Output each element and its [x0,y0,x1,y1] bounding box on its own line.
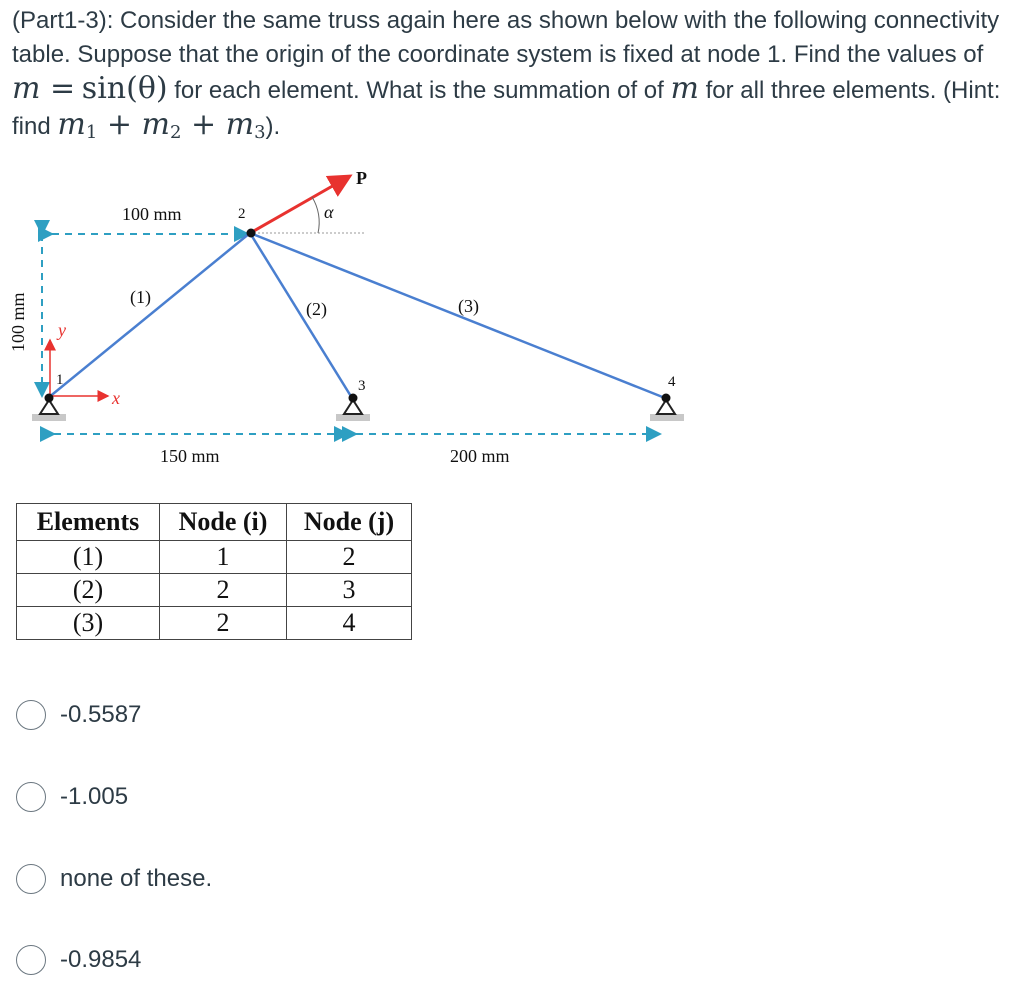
question-suffix: ). [265,113,281,140]
question-middle: for each element. What is the summation of of [167,77,671,104]
angle-arc [312,197,319,233]
connectivity-table [16,503,412,640]
truss-diagram [0,160,700,480]
radio-button[interactable] [16,700,46,730]
dim-label-bottom-left: 150 mm [160,446,220,466]
member-1 [48,233,250,398]
node-label-1: 1 [56,372,64,388]
table-cell: 3 [287,574,412,607]
load-arrow [252,176,350,232]
table-row [17,541,412,574]
table-cell: (2) [17,574,160,607]
answer-option-2[interactable] [16,782,128,812]
node-2-dot [247,229,256,238]
radio-button[interactable] [16,864,46,894]
table-cell: 2 [160,574,287,607]
table-cell: 1 [160,541,287,574]
radio-button[interactable] [16,945,46,975]
table-header: Elements [17,504,160,541]
table-cell: 2 [160,607,287,640]
table-header-row [17,504,412,541]
support-node-3 [336,400,370,421]
support-node-1 [32,400,66,421]
math-sum: $m_1 + m_2 + m_3$ [57,107,266,143]
load-label: P [356,168,367,188]
node-1-dot [45,394,54,403]
answer-option-4[interactable] [16,945,141,975]
node-label-2: 2 [238,206,246,222]
table-row [17,574,412,607]
dim-label-bottom-right: 200 mm [450,446,510,466]
math-m-equals: m = [12,71,76,106]
question-after-m: for all three elements. (Hint: find [12,77,1001,140]
node-3-dot [349,394,358,403]
element-label-2: (2) [306,299,327,319]
node-label-3: 3 [358,378,366,394]
math-m: m [670,71,699,106]
element-label-3: (3) [458,296,479,316]
angle-label: α [324,202,334,222]
option-label: -0.9854 [60,946,142,973]
option-label: -1.005 [60,783,129,810]
math-sin-theta: sin(θ) [81,71,168,106]
dim-label-left: 100 mm [8,292,28,352]
node-label-4: 4 [668,374,676,390]
question-prefix: (Part1-3): Consider the same truss again here as shown below with the following connectivity table. Suppose that the origin of the coordinate system is fixed at node 1. Find the values of [12,7,1000,68]
table-cell: 4 [287,607,412,640]
support-node-4 [650,400,684,421]
node-4-dot [662,394,671,403]
table-row [17,607,412,640]
member-2 [250,233,352,398]
table-cell: (3) [17,607,160,640]
answer-option-1[interactable] [16,700,141,730]
axis-y-label: y [58,320,66,340]
table-header: Node (i) [160,504,287,541]
option-label: none of these. [60,865,213,892]
option-label: -0.5587 [60,701,142,728]
table-header: Node (j) [287,504,412,541]
table-cell: (1) [17,541,160,574]
table-cell: 2 [287,541,412,574]
question-text [12,4,1016,144]
radio-button[interactable] [16,782,46,812]
element-label-1: (1) [130,287,151,307]
dim-label-top: 100 mm [122,204,182,224]
axis-x-label: x [112,388,120,408]
answer-option-3[interactable] [16,864,212,894]
